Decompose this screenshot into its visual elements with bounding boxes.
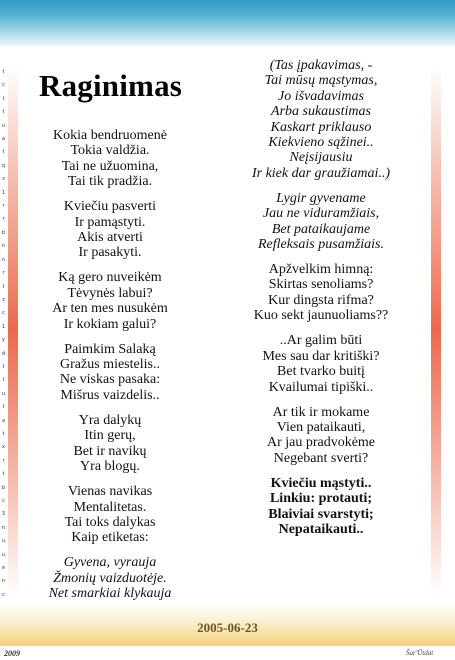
stanza [15,270,205,332]
margin-mark: t [2,69,5,75]
margin-mark: n [1,578,6,585]
poem-line: Ir kiek dar graužiamai..) [251,165,391,181]
margin-mark: r [2,216,5,223]
poem-line: Apžvelkim himną: [268,262,374,278]
margin-mark: r [2,270,5,277]
poem-line: Bet ir navikų [73,443,147,459]
margin-mark: u [1,538,6,545]
poem-column-right [226,58,416,547]
margin-mark: b [1,229,6,236]
stanza [226,476,416,538]
margin-mark: c [2,310,5,317]
margin-mark: e [1,565,6,572]
poem-line: Tai toks dalykas [64,514,156,530]
poem-line: Kviečiu pasverti [63,199,157,215]
poem-line: Skirtas senoliams? [268,277,374,293]
poem-line: Kviečiu mąstyti.. [270,475,372,491]
margin-mark: r [2,457,5,464]
poem-line: Arba sukaustimas [271,104,371,120]
margin-mark: 3 [1,511,6,518]
poem-line: Linkiu: protauti; [269,491,373,507]
margin-mark: n [1,256,6,263]
stanza [15,128,205,190]
margin-mark: q [1,162,6,169]
margin-mark: t [2,109,5,116]
poem-column-left [15,128,205,627]
margin-mark: t [2,377,5,384]
margin-mark: c [2,498,5,504]
poem-line: Mes sau dar kritiški? [262,348,380,364]
margin-mark: t [2,363,5,370]
poem-line: Itin gerų, [84,428,136,444]
poem-line: Nepataikauti.. [278,521,364,537]
poem-line: Neįsijausiu [289,150,353,166]
margin-mark: u [1,390,6,397]
poem-line: Ir pasakyti. [78,245,142,261]
margin-mark: u [1,551,6,558]
stanza [226,191,416,253]
stanza [226,405,416,467]
poem-title: Raginimas [39,68,183,103]
poem-line: Ar jau pradvokėme [266,435,376,451]
margin-mark: t [2,149,5,156]
poem-line: Kokia bendruomenė [53,128,167,143]
margin-mark: y [2,337,5,344]
footer-strip [0,646,455,660]
margin-mark: n [1,524,6,531]
margin-mark: r [2,203,5,210]
poem-line: Kiekvieno sąžinei.. [268,135,374,151]
margin-mark: c [2,591,5,598]
poem-line: Ar tik ir mokame [272,404,370,420]
poem-line: Ir pamąstyti. [74,214,146,230]
poem-line: Lygir gyvename [276,190,366,206]
poem-line: Negebant sverti? [273,450,369,466]
stanza [226,333,416,395]
footer-year: 2009 [4,649,20,658]
margin-mark: x [2,444,5,451]
poem-line: Akis atverti [77,230,143,246]
poem-line: Tėvynės labui? [67,285,153,301]
stanza [15,413,205,475]
margin-mark: z [2,296,5,303]
margin-mark: a [1,136,6,143]
stanza [15,199,205,261]
poem-line: Vienas navikas [67,484,153,500]
poem-line: Blaiviai svarstyti; [268,506,374,522]
poem-line: Tai ne užuomina, [61,158,159,174]
poem-line: Ar ten mes nusukėm [52,301,168,317]
poem-line: Tokia valdžia. [70,143,150,159]
poem-line: Ne viskas pasaka: [59,372,161,388]
poem-line: (Tas įpakavimas, - [269,58,373,73]
stanza [15,342,205,404]
poem-line: Vien pataikauti, [276,419,366,435]
margin-mark: b [1,484,6,491]
poem-line: Kaskart priklauso [270,119,372,135]
margin-mark: z [2,176,5,183]
poem-line: Refleksais pusamžiais. [258,237,384,253]
poem-line: Kvailumai tipiški.. [268,379,374,395]
poem-line: ..Ar galim būti [279,333,363,349]
poem-date: 2005-06-23 [197,620,258,635]
poem-line: Žmonių vaizduotėje. [53,570,167,586]
margin-mark: a [1,417,6,424]
margin-mark: t [2,471,5,478]
stanza [15,484,205,546]
poem-line: Yra blogų. [80,459,140,475]
poem-line: Gražus miestelis.. [60,357,160,373]
poem-line: Mentalitetas. [73,499,147,515]
margin-mark: 1 [1,189,6,196]
margin-mark: u [1,122,6,129]
poem-line: Kuo sekt jaunuoliams?? [253,308,389,324]
poem-line: Kaip etiketas: [71,530,149,546]
margin-mark: 1 [1,323,6,330]
poem-line: Ką gero nuveikėm [58,270,162,286]
poem-line: Bet pataikaujame [271,221,371,237]
right-red-gradient-bar [431,66,441,596]
margin-mark: t [2,283,5,290]
poem-line: Jau ne viduramžiais, [262,206,380,222]
poem-line: Mišrus vaizdelis.. [60,387,160,403]
poem-line: Jo išvadavimas [278,88,364,104]
poem-line: Gyvena, vyrauja [63,555,157,571]
margin-mark: t [2,430,5,437]
margin-marks [0,66,7,606]
margin-mark: d [1,350,6,357]
poem-line: Ir kokiam galui? [63,316,157,332]
top-gradient-band [0,0,455,46]
poem-line: Kur dingsta rifma? [268,292,374,308]
stanza [226,262,416,324]
poem-line: Tai mūsų mąstymas, [264,73,378,89]
margin-mark: t [2,95,5,102]
poem-line: Paimkim Salaką [64,341,156,357]
margin-mark: c [2,82,5,89]
margin-mark: t [2,404,5,411]
poem-line: Bet tvarko buitį [277,364,365,380]
margin-mark: n [1,243,6,250]
poem-line: Net smarkiai klykauja [48,586,172,602]
poem-line: Yra dalykų [78,412,142,428]
footer-author: Šar'Ūtdat [406,649,434,657]
poem-line: Tai tik pradžia. [67,174,153,190]
stanza [226,58,416,181]
